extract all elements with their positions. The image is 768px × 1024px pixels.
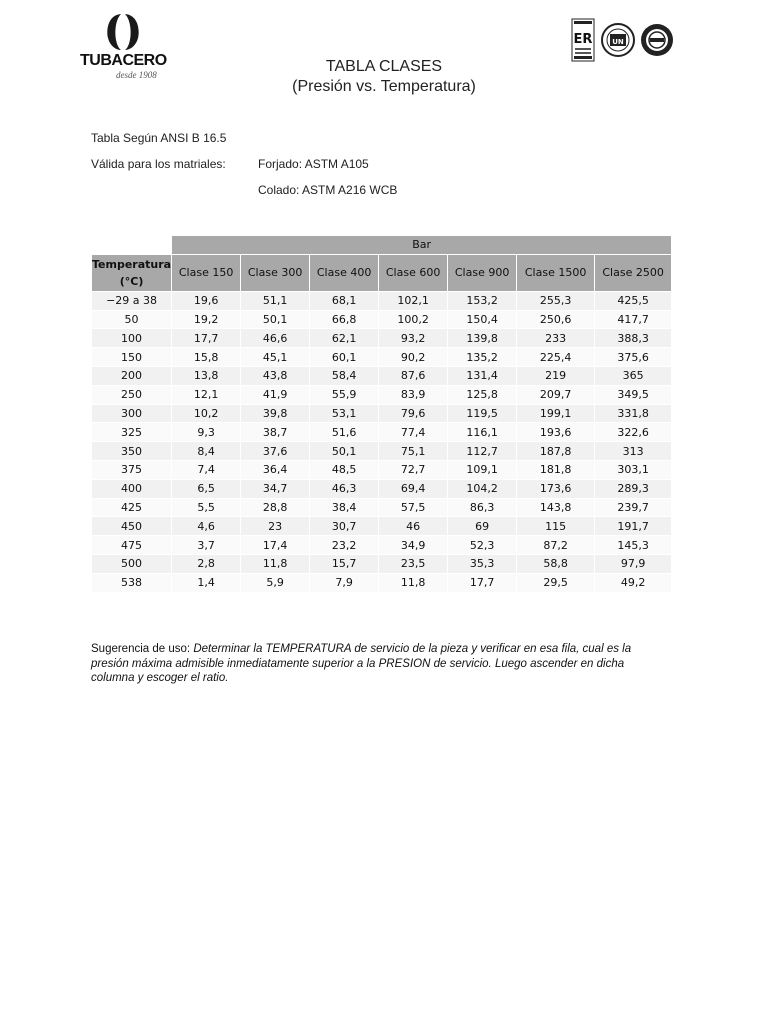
table-body (92, 291, 672, 592)
pressure-cell: 51,1 (241, 291, 310, 310)
pressure-cell: 69 (448, 517, 517, 536)
pressure-cell: 11,8 (379, 573, 448, 592)
pressure-cell: 36,4 (241, 460, 310, 479)
pressure-cell: 49,2 (595, 573, 672, 592)
pressure-cell: 83,9 (379, 385, 448, 404)
pressure-cell: 365 (595, 366, 672, 385)
pressure-cell: 50,1 (310, 442, 379, 461)
page-subtitle: (Presión vs. Temperatura) (292, 78, 476, 95)
svg-text:ER: ER (573, 32, 593, 47)
pressure-cell: 86,3 (448, 498, 517, 517)
pressure-cell: 28,8 (241, 498, 310, 517)
pressure-cell: 52,3 (448, 536, 517, 555)
temperature-cell: 400 (92, 479, 172, 498)
pressure-cell: 5,5 (172, 498, 241, 517)
pressure-cell: 425,5 (595, 291, 672, 310)
pressure-cell: 50,1 (241, 310, 310, 329)
pressure-cell: 19,6 (172, 291, 241, 310)
une-certification-icon (600, 22, 636, 58)
pressure-cell: 72,7 (379, 460, 448, 479)
pressure-cell: 322,6 (595, 423, 672, 442)
pressure-cell: 17,7 (172, 329, 241, 348)
pressure-cell: 349,5 (595, 385, 672, 404)
pressure-cell: 6,5 (172, 479, 241, 498)
pressure-cell: 57,5 (379, 498, 448, 517)
usage-suggestion-text: Determinar la TEMPERATURA de servicio de la pieza y verificar en esa fila, cual es la presión máxima admisible inmediatamente superior a la PRESION de servicio. Luego ascender en dicha columna y escoger el ratio. (91, 643, 632, 684)
forged-material: Forjado: ASTM A105 (258, 157, 369, 171)
temperature-cell: 500 (92, 554, 172, 573)
temperature-cell: 200 (92, 366, 172, 385)
class-column-header: Clase 900 (448, 254, 517, 291)
table-row (92, 291, 672, 310)
temperature-cell: 150 (92, 348, 172, 367)
table-row (92, 573, 672, 592)
pressure-cell: 119,5 (448, 404, 517, 423)
pressure-cell: 48,5 (310, 460, 379, 479)
pressure-cell: 143,8 (517, 498, 595, 517)
bar-unit-header: Bar (172, 236, 672, 255)
pressure-cell: 13,8 (172, 366, 241, 385)
pressure-cell: 100,2 (379, 310, 448, 329)
tubacero-logo-icon (100, 12, 146, 52)
pressure-cell: 104,2 (448, 479, 517, 498)
table-column-header-row (92, 254, 672, 291)
temperature-cell: 250 (92, 385, 172, 404)
table-header-blank (92, 236, 172, 255)
pressure-cell: 239,7 (595, 498, 672, 517)
pressure-cell: 145,3 (595, 536, 672, 555)
pressure-cell: 131,4 (448, 366, 517, 385)
table-row (92, 517, 672, 536)
pressure-cell: 55,9 (310, 385, 379, 404)
seal-certification-icon (639, 22, 675, 58)
pressure-cell: 193,6 (517, 423, 595, 442)
table-row (92, 310, 672, 329)
pressure-cell: 173,6 (517, 479, 595, 498)
certification-logos (571, 18, 675, 62)
pressure-cell: 23 (241, 517, 310, 536)
usage-suggestion-label: Sugerencia de uso: (91, 643, 191, 655)
pressure-cell: 62,1 (310, 329, 379, 348)
pressure-cell: 30,7 (310, 517, 379, 536)
aenor-er-certification-icon (571, 18, 595, 62)
table-row (92, 498, 672, 517)
table-row (92, 348, 672, 367)
temperature-cell: 300 (92, 404, 172, 423)
pressure-cell: 209,7 (517, 385, 595, 404)
pressure-cell: 58,8 (517, 554, 595, 573)
pressure-cell: 150,4 (448, 310, 517, 329)
pressure-cell: 60,1 (310, 348, 379, 367)
pressure-cell: 187,8 (517, 442, 595, 461)
pressure-cell: 255,3 (517, 291, 595, 310)
pressure-cell: 2,8 (172, 554, 241, 573)
pressure-cell: 17,7 (448, 573, 517, 592)
temperature-cell: 425 (92, 498, 172, 517)
temperature-header-label: Temperatura (92, 257, 172, 271)
class-column-header: Clase 1500 (517, 254, 595, 291)
pressure-cell: 38,4 (310, 498, 379, 517)
svg-text:UN: UN (612, 38, 624, 46)
pressure-cell: 53,1 (310, 404, 379, 423)
pressure-cell: 7,4 (172, 460, 241, 479)
pressure-cell: 8,4 (172, 442, 241, 461)
class-column-header: Clase 600 (379, 254, 448, 291)
pressure-cell: 9,3 (172, 423, 241, 442)
pressure-cell: 58,4 (310, 366, 379, 385)
pressure-cell: 45,1 (241, 348, 310, 367)
pressure-cell: 68,1 (310, 291, 379, 310)
pressure-cell: 29,5 (517, 573, 595, 592)
pressure-cell: 3,7 (172, 536, 241, 555)
pressure-cell: 313 (595, 442, 672, 461)
pressure-cell: 112,7 (448, 442, 517, 461)
pressure-cell: 43,8 (241, 366, 310, 385)
pressure-cell: 375,6 (595, 348, 672, 367)
pressure-cell: 12,1 (172, 385, 241, 404)
table-row (92, 404, 672, 423)
pressure-cell: 51,6 (310, 423, 379, 442)
valid-materials-label: Válida para los matriales: (91, 157, 226, 171)
pressure-cell: 125,8 (448, 385, 517, 404)
temperature-cell: 375 (92, 460, 172, 479)
pressure-cell: 34,9 (379, 536, 448, 555)
class-column-header: Clase 300 (241, 254, 310, 291)
pressure-cell: 331,8 (595, 404, 672, 423)
pressure-cell: 153,2 (448, 291, 517, 310)
table-row (92, 442, 672, 461)
pressure-cell: 139,8 (448, 329, 517, 348)
pressure-cell: 17,4 (241, 536, 310, 555)
pressure-cell: 191,7 (595, 517, 672, 536)
usage-suggestion (91, 642, 661, 686)
pressure-cell: 41,9 (241, 385, 310, 404)
pressure-cell: 4,6 (172, 517, 241, 536)
pressure-cell: 15,7 (310, 554, 379, 573)
pressure-cell: 19,2 (172, 310, 241, 329)
pressure-cell: 115 (517, 517, 595, 536)
pressure-cell: 135,2 (448, 348, 517, 367)
pressure-cell: 87,2 (517, 536, 595, 555)
pressure-cell: 46,6 (241, 329, 310, 348)
table-row (92, 460, 672, 479)
pressure-cell: 10,2 (172, 404, 241, 423)
pressure-cell: 109,1 (448, 460, 517, 479)
pressure-cell: 75,1 (379, 442, 448, 461)
temperature-cell: 50 (92, 310, 172, 329)
temperature-column-header (92, 254, 172, 291)
pressure-cell: 116,1 (448, 423, 517, 442)
pressure-cell: 5,9 (241, 573, 310, 592)
pressure-cell: 225,4 (517, 348, 595, 367)
pressure-cell: 34,7 (241, 479, 310, 498)
table-row (92, 366, 672, 385)
class-column-header: Clase 2500 (595, 254, 672, 291)
pressure-cell: 97,9 (595, 554, 672, 573)
brand-name: TUBACERO (80, 52, 167, 69)
table-row (92, 554, 672, 573)
class-column-header: Clase 150 (172, 254, 241, 291)
pressure-cell: 87,6 (379, 366, 448, 385)
standard-text: Tabla Según ANSI B 16.5 (91, 131, 227, 145)
temperature-cell: −29 a 38 (92, 291, 172, 310)
pressure-cell: 102,1 (379, 291, 448, 310)
pressure-cell: 23,5 (379, 554, 448, 573)
table-row (92, 329, 672, 348)
table-row (92, 536, 672, 555)
pressure-cell: 15,8 (172, 348, 241, 367)
table-row (92, 479, 672, 498)
pressure-cell: 66,8 (310, 310, 379, 329)
pressure-cell: 38,7 (241, 423, 310, 442)
pressure-cell: 37,6 (241, 442, 310, 461)
pressure-cell: 93,2 (379, 329, 448, 348)
pressure-cell: 388,3 (595, 329, 672, 348)
pressure-cell: 250,6 (517, 310, 595, 329)
temperature-cell: 350 (92, 442, 172, 461)
temperature-cell: 325 (92, 423, 172, 442)
temperature-cell: 475 (92, 536, 172, 555)
pressure-cell: 69,4 (379, 479, 448, 498)
temperature-header-unit: (°C) (119, 274, 144, 288)
cast-material: Colado: ASTM A216 WCB (258, 183, 398, 197)
temperature-cell: 538 (92, 573, 172, 592)
pressure-cell: 46 (379, 517, 448, 536)
pressure-temperature-table (91, 235, 672, 593)
pressure-cell: 79,6 (379, 404, 448, 423)
pressure-cell: 90,2 (379, 348, 448, 367)
pressure-cell: 46,3 (310, 479, 379, 498)
pressure-cell: 199,1 (517, 404, 595, 423)
pressure-cell: 11,8 (241, 554, 310, 573)
table-row (92, 423, 672, 442)
temperature-cell: 450 (92, 517, 172, 536)
pressure-cell: 417,7 (595, 310, 672, 329)
table-row (92, 385, 672, 404)
class-column-header: Clase 400 (310, 254, 379, 291)
pressure-cell: 181,8 (517, 460, 595, 479)
pressure-cell: 39,8 (241, 404, 310, 423)
pressure-cell: 219 (517, 366, 595, 385)
page-title: TABLA CLASES (325, 58, 443, 75)
pressure-cell: 1,4 (172, 573, 241, 592)
pressure-cell: 7,9 (310, 573, 379, 592)
table-group-header-row (92, 236, 672, 255)
pressure-cell: 23,2 (310, 536, 379, 555)
pressure-cell: 77,4 (379, 423, 448, 442)
brand-since: desde 1908 (116, 70, 157, 80)
pressure-cell: 289,3 (595, 479, 672, 498)
pressure-cell: 35,3 (448, 554, 517, 573)
pressure-cell: 303,1 (595, 460, 672, 479)
pressure-cell: 233 (517, 329, 595, 348)
temperature-cell: 100 (92, 329, 172, 348)
